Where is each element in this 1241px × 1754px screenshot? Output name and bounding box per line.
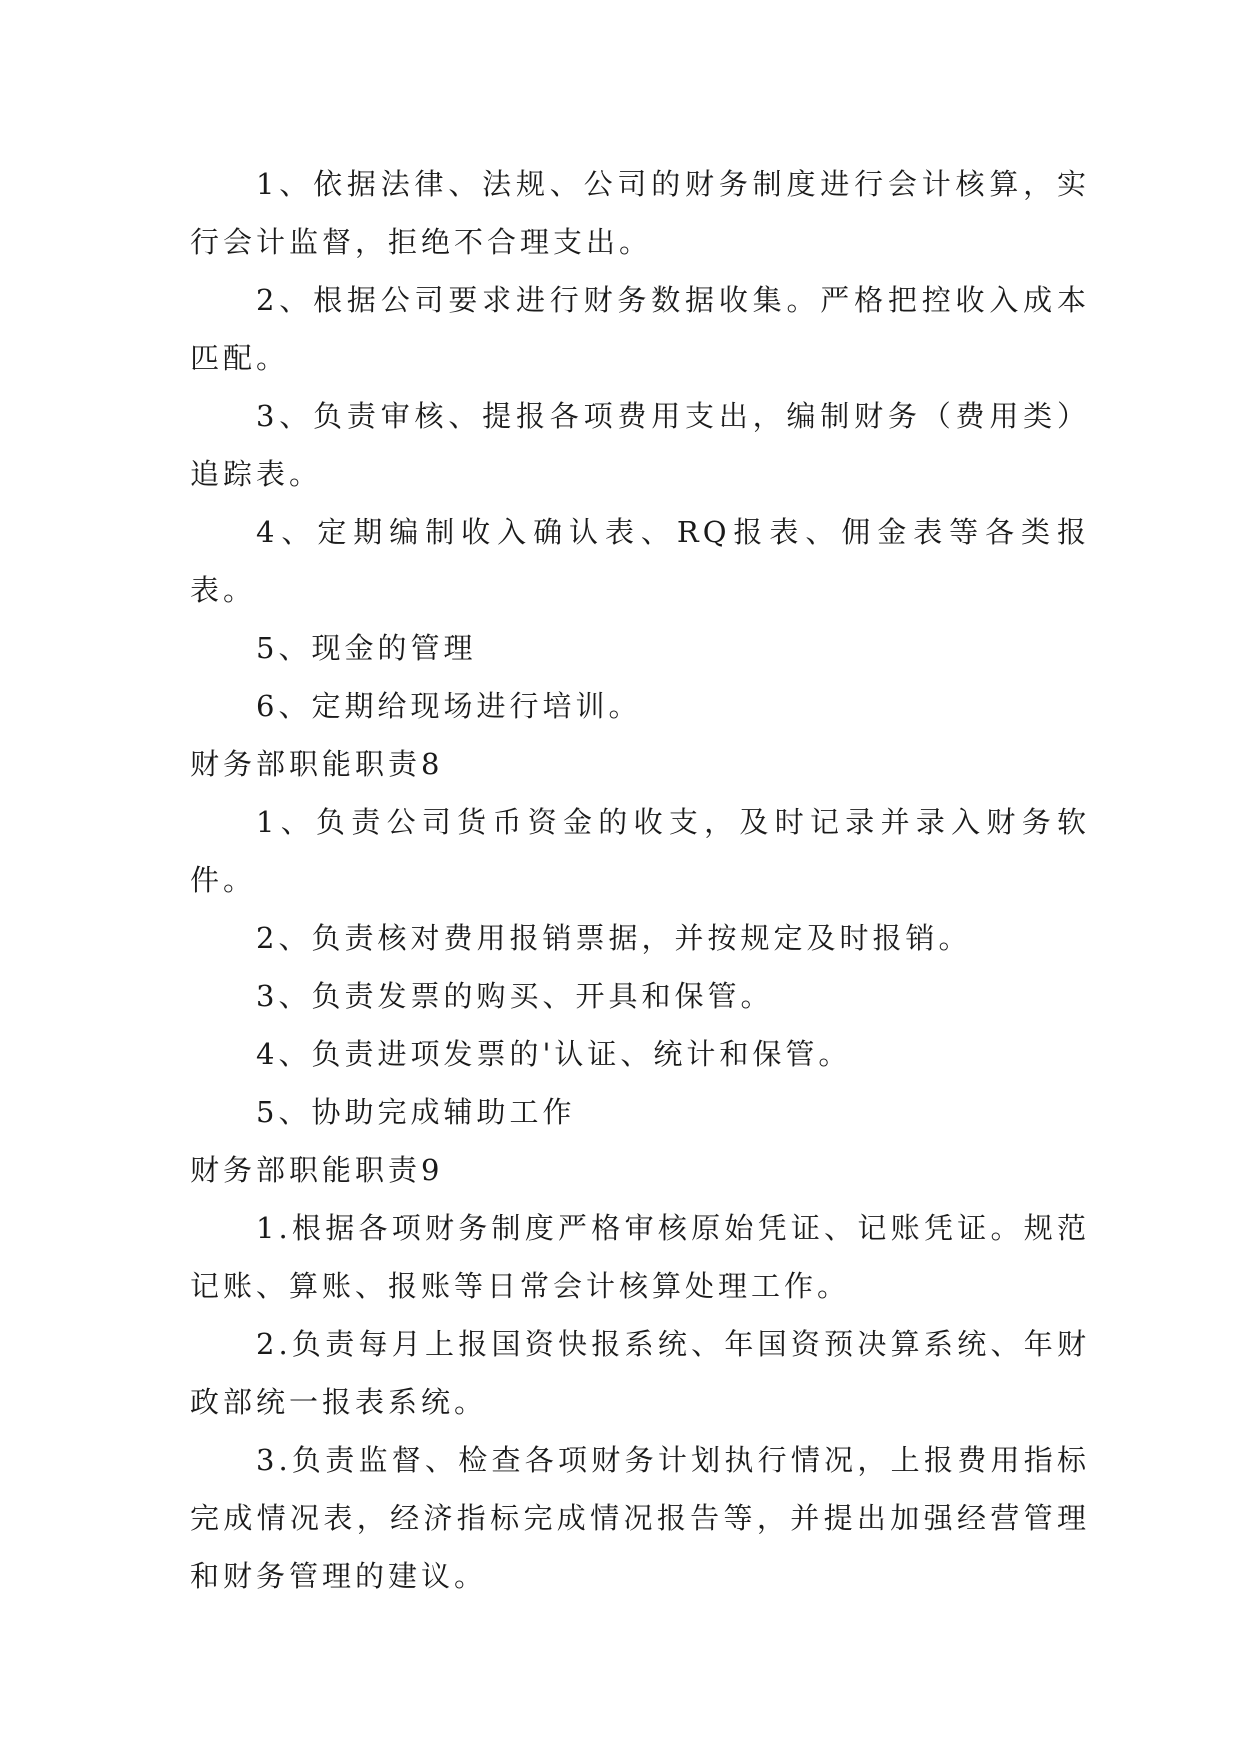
section-heading: 财务部职能职责9 (190, 1153, 444, 1187)
document-body (190, 155, 1090, 1605)
list-item: 5、现金的管理 (256, 631, 477, 665)
list-item: 6、定期给现场进行培训。 (256, 689, 642, 723)
list-item: 1、依据法律、法规、公司的财务制度进行会计核算，实行会计监督，拒绝不合理支出。 (190, 167, 1090, 259)
list-item: 3、负责审核、提报各项费用支出，编制财务（费用类）追踪表。 (190, 399, 1090, 491)
list-item: 4、定期编制收入确认表、RQ报表、佣金表等各类报表。 (190, 515, 1090, 607)
list-item: 3、负责发票的购买、开具和保管。 (256, 979, 774, 1013)
section-duties-8 (190, 735, 1090, 1141)
section-duties-9 (190, 1141, 1090, 1605)
list-item: 3.负责监督、检查各项财务计划执行情况，上报费用指标完成情况表，经济指标完成情况报告等，并提出加强经营管理和财务管理的建议。 (190, 1443, 1090, 1593)
list-item: 2、根据公司要求进行财务数据收集。严格把控收入成本匹配。 (190, 283, 1090, 375)
section-duties-7-continued (190, 155, 1090, 735)
section-heading: 财务部职能职责8 (190, 747, 444, 781)
list-item: 1、负责公司货币资金的收支，及时记录并录入财务软件。 (190, 805, 1090, 897)
list-item: 5、协助完成辅助工作 (256, 1095, 576, 1129)
list-item: 2、负责核对费用报销票据，并按规定及时报销。 (256, 921, 972, 955)
list-item: 1.根据各项财务制度严格审核原始凭证、记账凭证。规范记账、算账、报账等日常会计核算处理工作。 (190, 1211, 1090, 1303)
list-item: 4、负责进项发票的'认证、统计和保管。 (256, 1037, 852, 1071)
list-item: 2.负责每月上报国资快报系统、年国资预决算系统、年财政部统一报表系统。 (190, 1327, 1090, 1419)
